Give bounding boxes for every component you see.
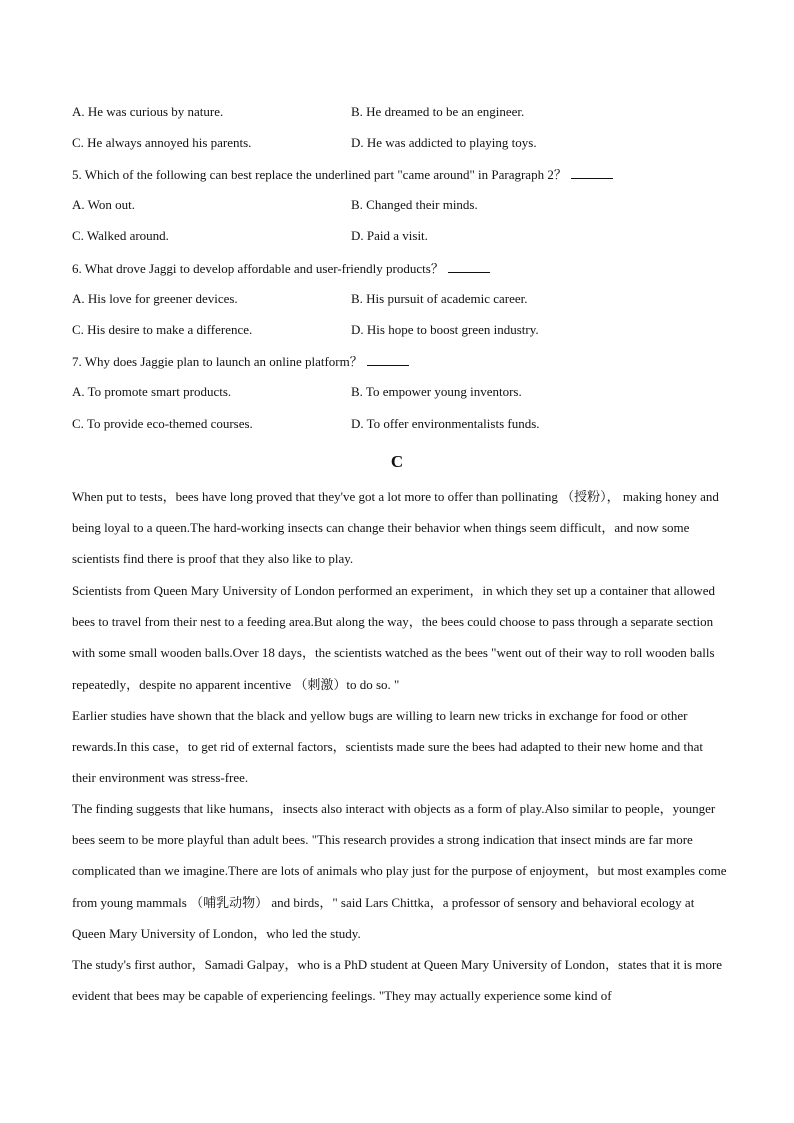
section-heading: C [390,452,404,471]
q4-option-d: D. He was addicted to playing toys. [351,135,537,150]
q4-option-a: A. He was curious by nature. [72,104,224,119]
q6-option-a: A. His love for greener devices. [72,291,238,306]
q6-option-d: D. His hope to boost green industry. [351,322,539,337]
q7-option-a: A. To promote smart products. [72,384,232,399]
passage-paragraph-3: Earlier studies have shown that the black and yellow bugs are willing to learn new tricks in exchange for food or other rewards.In this case，to get rid of external factors，scientists made sure the bees had adapted to their new home and that their environment was stress-free. [72,708,704,786]
q6-stem [72,260,490,277]
q5-option-b: B. Changed their minds. [351,197,478,212]
passage-paragraph-5: The study's first author，Samadi Galpay，who is a PhD student at Queen Mary University of London，states that it is more evident that bees may be capable of experiencing feelings. "They may actually experience some kind of [72,957,723,1004]
answer-blank [571,166,613,179]
q6-option-c: C. His desire to make a difference. [72,322,253,337]
q5-option-d: D. Paid a visit. [351,228,428,243]
q7-stem [72,353,409,370]
q6-option-b: B. His pursuit of academic career. [351,291,528,306]
q5-option-a: A. Won out. [72,197,135,212]
q7-stem-text: 7. Why does Jaggie plan to launch an online platform？ [72,354,363,369]
passage-paragraph-4: The finding suggests that like humans，insects also interact with objects as a form of play.Also similar to people，younger bees seem to be more playful than adult bees. "This research provides a strong indication that insect minds are far more complicated than we imagine.There are lots of animals who play just for the purpose of enjoyment，but most examples come from young mammals （哺乳动物） and birds，" said Lars Chittka，a professor of sensory and behavioral ecology at Queen Mary University of London，who led the study. [72,801,727,941]
passage-paragraph-1: When put to tests，bees have long proved that they've got a lot more to offer than pollinating （授粉）， making honey and being loyal to a queen.The hard-working insects can change their behavior when things seem difficult，and now some scientists find there is proof that they also like to play. [72,489,719,567]
passage-paragraph-2: Scientists from Queen Mary University of London performed an experiment，in which they set up a container that allowed bees to travel from their nest to a feeding area.But along the way，the bees could choose to pass through a separate section with some small wooden balls.Over 18 days，the scientists watched as the bees "went out of their way to roll wooden balls repeatedly，despite no apparent incentive （刺激）to do so. " [72,583,715,692]
q7-option-d: D. To offer environmentalists funds. [351,416,540,431]
q7-option-b: B. To empower young inventors. [351,384,522,399]
q4-option-b: B. He dreamed to be an engineer. [351,104,525,119]
answer-blank [448,260,490,273]
q4-option-c: C. He always annoyed his parents. [72,135,252,150]
q6-stem-text: 6. What drove Jaggi to develop affordable and user-friendly products？ [72,261,444,276]
answer-blank [367,353,409,366]
q5-stem [72,166,613,183]
q7-option-c: C. To provide eco-themed courses. [72,416,253,431]
q5-option-c: C. Walked around. [72,228,169,243]
q5-stem-text: 5. Which of the following can best replace the underlined part "came around" in Paragraph 2？ [72,167,567,182]
